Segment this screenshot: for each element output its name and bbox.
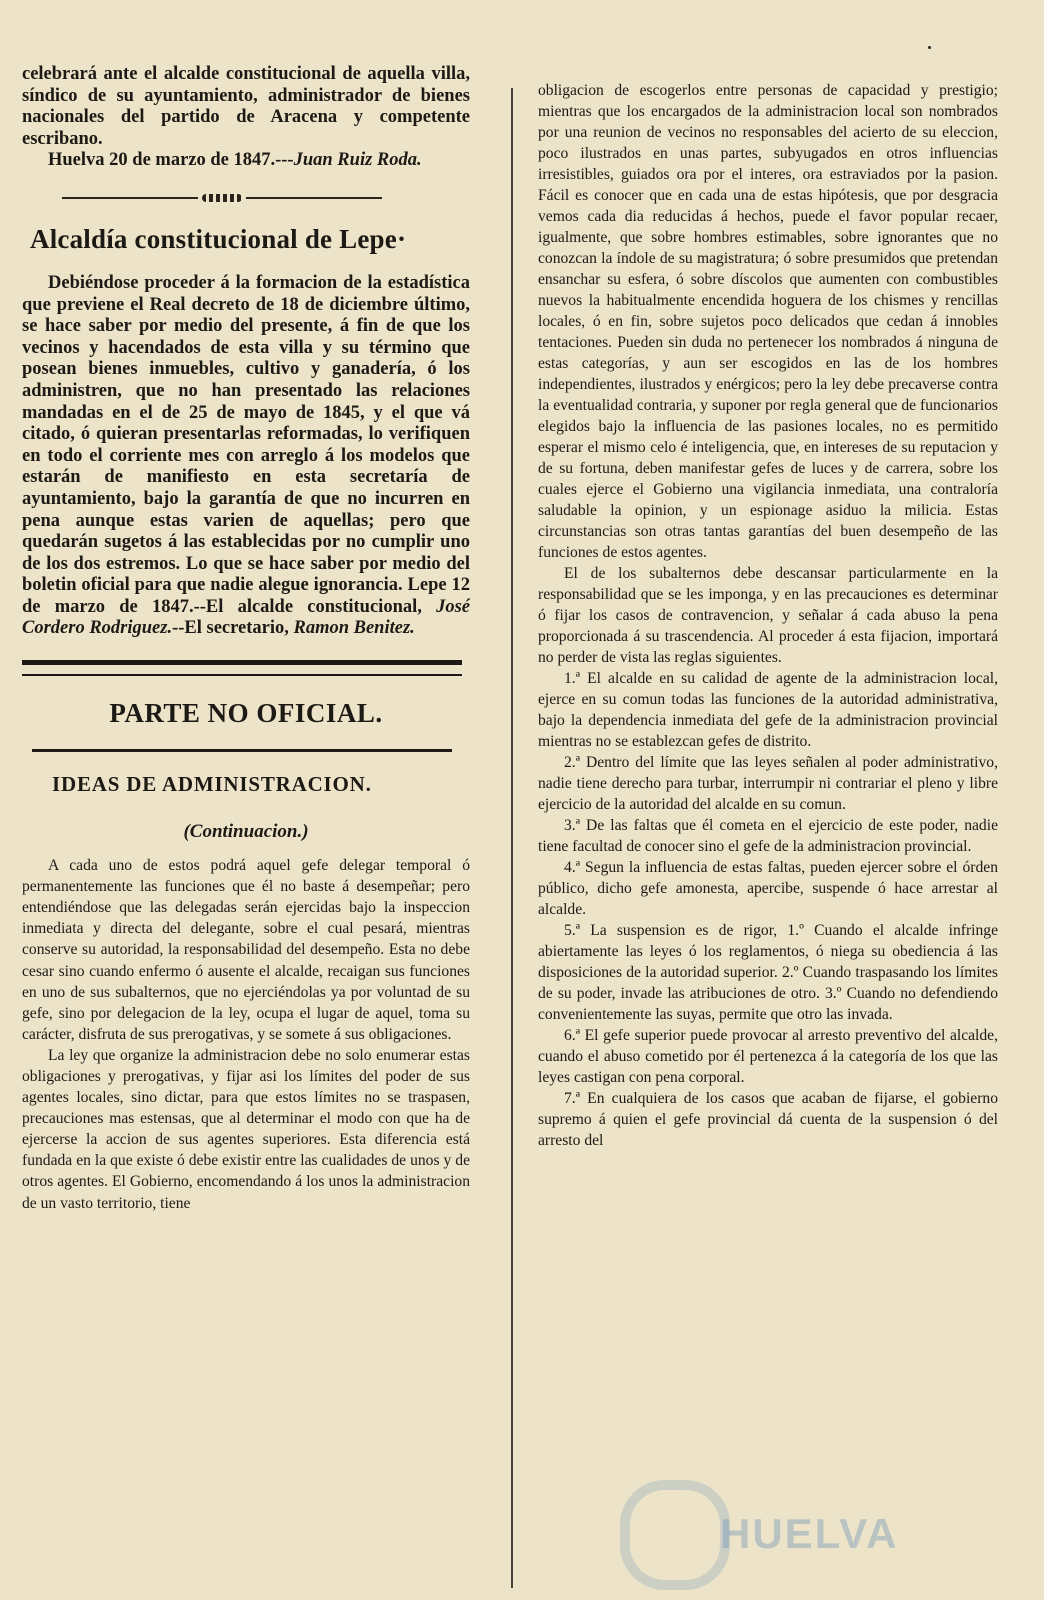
left-column — [22, 64, 470, 1214]
ink-speck — [928, 46, 931, 49]
alcaldia-body — [22, 273, 470, 640]
column-divider — [511, 88, 513, 1588]
top-block-text: celebrará ante el alcalde constitucional de aquella villa, síndico de su ayuntamiento, administrador de bienes nacionales del partido de Aracena y competente escribano. — [22, 64, 470, 149]
right-paragraph-2: El de los subalternos debe descansar particularmente en la responsabilidad que se les imponga, y en las precauciones es determinar ó fijar los casos de contravencion, y señalar á cada abuso la pena proporcionada á su trascendencia. Al proceder á esta fijacion, importará no perder de vista las reglas siguientes. — [538, 565, 998, 666]
ornament-line-left — [62, 197, 198, 199]
signature: Juan Ruiz Roda. — [293, 150, 422, 171]
ideas-heading: IDEAS DE ADMINISTRACION. — [52, 772, 372, 797]
left-paragraph-2: La ley que organize la administracion debe no solo enumerar estas obligaciones y prerogativas, y fijar asi los límites del poder de sus agentes locales, sino dictar, para que estos límites no se traspasen, precauciones mas estensas, que al determinar el modo con que ha de ejercerse la accion de sus agentes superiores. Esta diferencia está fundada en la que existe ó debe existir entre las cualidades de unos y de otros agentes. El Gobierno, encomendando á los unos la administracion de un vasto territorio, tiene — [22, 1046, 470, 1212]
rule-7: 7.ª En cualquiera de los casos que acaban de fijarse, el gobierno supremo á quien el gefe provincial dá cuenta de la suspension ó del arresto del — [538, 1090, 998, 1149]
rule-2: 2.ª Dentro del límite que las leyes señalen al poder administrativo, nadie tiene derecho para turbar, interrumpir ni contrariar el pleno y libre ejercicio de la autoridad del alcalde en su comun. — [538, 754, 998, 813]
section-double-rule — [22, 660, 462, 676]
right-paragraph-1: obligacion de escogerlos entre personas de capacidad y prestigio; mientras que los encargados de la administracion local son nombrados por una reunion de vecinos no responsables del acierto de su eleccion, poco ilustrados en unas partes, subyugados en otros influencias irresistibles, guiados ora por el interes, ora estraviados por la pasion. Fácil es conocer que en cada una de estas hipótesis, que por desgracia vemos cada dia reducidas á hechos, puede el favor popular recaer, igualmente, que sobre hombres estimables, sobre ignorantes que no conozcan la índole de su magistratura; ó sobre presumidos que pretendan ensanchar su esfera, ó sobre díscolos que aumenten con combustibles nuevos la habitualmente encendida hoguera de los chismes y rencillas locales, ó en fin, sobre sujetos poco delicados que cedan á innobles tentaciones. Pueden sin duda no pertenecer los nombrados á ninguna de estas categorías, y aun ser escogidos en las de los hombres independientes, ilustrados y enérgicos; pero la ley debe precaverse contra la eventualidad contraria, y suponer por regla general que de funcionarios elegidos bajo la influencia de las pasiones locales, no es permitido esperar el mismo celo é inteligencia, que, en intereses de su reputacion y de su fortuna, deben manifestar gefes de luces y de carrera, sobre los cuales ejerce el Gobierno una vigilancia inmediata, una contraloría saludable la opinion, y un espionage asiduo la milicia. Estas circunstancias son otras tantas garantías del buen desempeño de las funciones de estos agentes. — [538, 82, 998, 561]
top-block-date — [22, 150, 470, 172]
secretario-prefix: --El secretario, — [172, 618, 294, 639]
section-rule — [32, 749, 452, 752]
watermark-logo-icon — [620, 1480, 730, 1590]
ornament-divider — [62, 194, 382, 202]
continuation-label: (Continuacion.) — [183, 821, 309, 843]
secretario-name: Ramon Benitez. — [293, 618, 415, 639]
date-text: Huelva 20 de marzo de 1847.--- — [48, 150, 294, 171]
rule-4: 4.ª Segun la influencia de estas faltas, pueden ejercer sobre el órden público, dicho gefe amonesta, apercibe, suspende ó hace arrestar al alcalde. — [538, 859, 998, 918]
alcalde-name: José Cordero Rodriguez. — [22, 596, 470, 639]
rule-3: 3.ª De las faltas que él cometa en el ejercicio de este poder, nadie tiene facultad de conocer sino el gefe de la administracion provincial. — [538, 817, 998, 855]
ornament-line-right — [246, 197, 382, 199]
right-column — [538, 80, 998, 1151]
left-paragraph-1: A cada uno de estos podrá aquel gefe delegar temporal ó permanentemente las funciones que él no baste á desempeñar; pero entendiéndose que las delegadas serán ejercidas bajo la inspeccion inmediata y directa del delegante, sobre el cual pesará, mientras conserve su autoridad, la responsabilidad del desempeño. Esta no debe cesar sino cuando enfermo ó ausente el alcalde, recaigan sus funciones en uno de sus subalternos, que no ejerciéndolas ya por voluntad de su gefe, sino por delegacion de la ley, ocupa el lugar de aquel, toma su carácter, disfruta de sus prerogativas, y se somete á sus obligaciones. — [22, 857, 470, 1043]
parte-no-oficial-heading: PARTE NO OFICIAL. — [109, 698, 383, 729]
rule-6: 6.ª El gefe superior puede provocar al arresto preventivo del alcalde, cuando el abuso cometido por él pertenezca á la categoría de los que las leyes castigan con pena corporal. — [538, 1027, 998, 1086]
rule-1: 1.ª El alcalde en su calidad de agente de la administracion local, ejerce en su comun todas las funciones de la autoridad administrativa, bajo la dependencia inmediata del gefe de la administracion provincial mientras no se establezcan gefes de distrito. — [538, 670, 998, 750]
rule-5: 5.ª La suspension es de rigor, 1.º Cuando el alcalde infringe abiertamente las leyes ó los reglamentos, ó niega su obediencia á las disposiciones de la autoridad superior. 2.º Cuando traspasando los límites de su poder, invade las atribuciones de otro. 3.º Cuando no defendiendo convenientemente las suyas, permite que otro las invada. — [538, 922, 998, 1023]
ornament-center — [202, 194, 242, 202]
alcaldia-body-text: Debiéndose proceder á la formacion de la estadística que previene el Real decreto de 18 de diciembre último, se hace saber por medio del presente, á fin de que los vecinos y hacendados de esta villa y su término que posean bienes inmuebles, cultivo y ganadería, ó los administren, que no han presentado las relaciones mandadas en el de 25 de mayo de 1845, y el que vá citado, ó quieran presentarlas reformadas, lo verifiquen en todo el corriente mes con arreglo á los modelos que estarán de manifiesto en esta secretaría de ayuntamiento, bajo la garantía de que no incurren en pena aunque estas varien de aquellas; pero que quedarán sugetos á las establecidas por no cumplir uno de los dos estremos. Lo que se hace saber por medio del boletin oficial para que nadie alegue ignorancia. Lepe 12 de marzo de 1847.--El alcalde constitucional, — [22, 272, 470, 617]
alcaldia-title: Alcaldía constitucional de Lepe· — [30, 223, 407, 254]
watermark-text: HUELVA — [720, 1510, 899, 1557]
